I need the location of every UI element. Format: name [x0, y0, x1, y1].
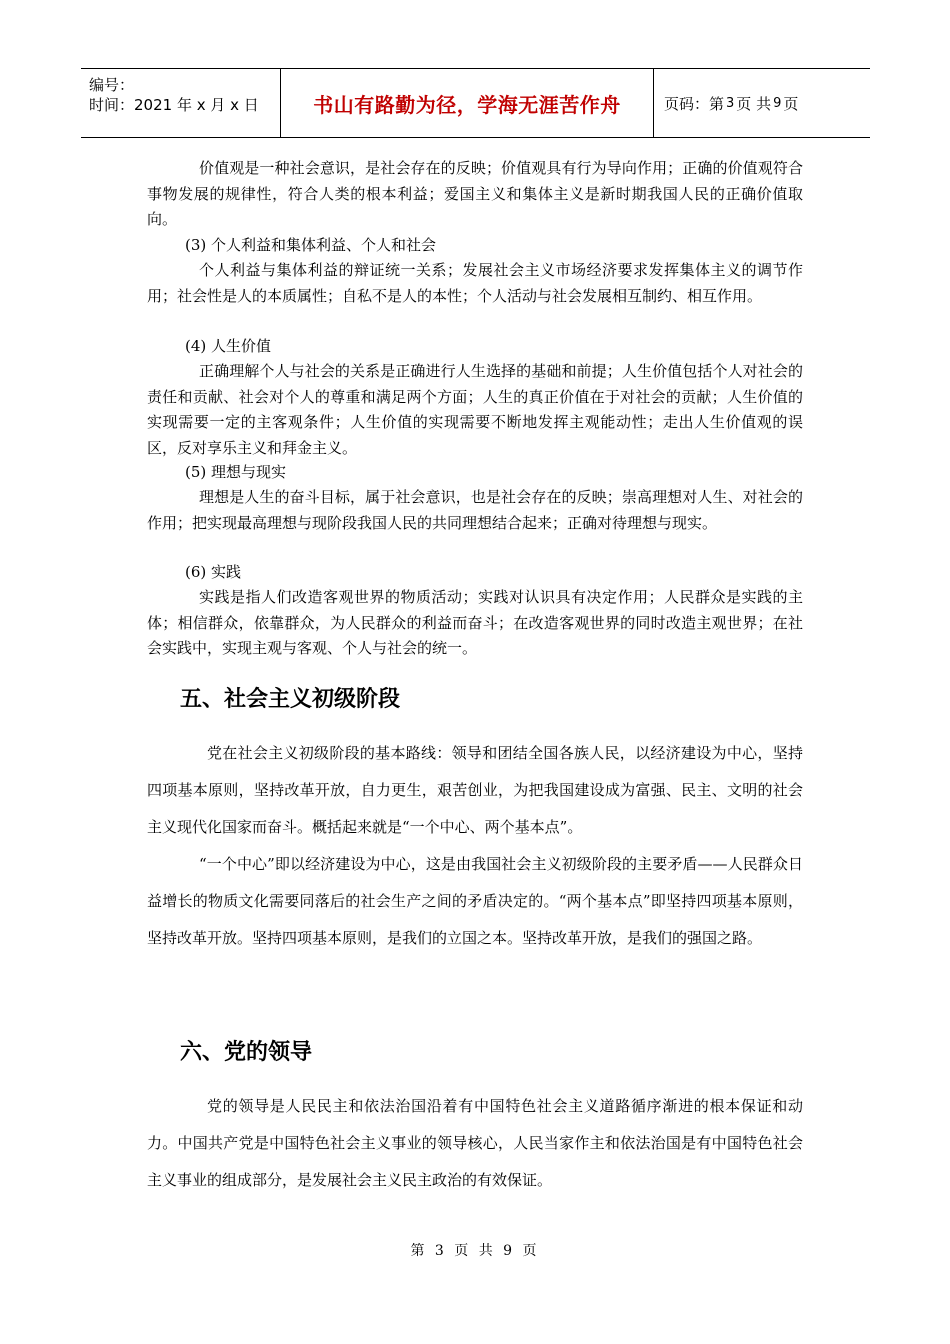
- section-5-paragraph-1: 党在社会主义初级阶段的基本路线：领导和团结全国各族人民，以经济建设为中心，坚持四项基本原则，坚持改革开放，自力更生，艰苦创业，为把我国建设成为富强、民主、文明的社会主义现代化国家而奋斗。概括起来就是“一个中心、两个基本点”。: [147, 744, 803, 836]
- page-total: 9: [773, 95, 782, 111]
- page-current: 3: [726, 95, 735, 111]
- paragraph-5: 理想是人生的奋斗目标，属于社会意识，也是社会存在的反映；崇高理想对人生、对社会的作用；把实现最高理想与现阶段我国人民的共同理想结合起来；正确对待理想与现实。: [147, 488, 803, 532]
- subheading-4: (4) 人生价值: [185, 337, 272, 355]
- page-prefix: 页码：第: [664, 94, 725, 113]
- paragraph-values: 价值观是一种社会意识，是社会存在的反映；价值观具有行为导向作用；正确的价值观符合事物发展的规律性，符合人类的根本利益；爱国主义和集体主义是新时期我国人民的正确价值取向。: [147, 159, 803, 228]
- date-line: 时间：2021 年 x 月 x 日: [89, 96, 259, 114]
- paragraph-4: 正确理解个人与社会的关系是正确进行人生选择的基础和前提；人生价值包括个人对社会的责任和贡献、社会对个人的尊重和满足两个方面；人生的真正价值在于对社会的贡献；人生价值的实现需要一定的主客观条件；人生价值的实现需要不断地发挥主观能动性；走出人生价值观的误区，反对享乐主义和拜金主义。: [147, 362, 803, 457]
- page-footer: 第 3 页 共 9 页: [410, 1243, 540, 1259]
- section-5-paragraph-2: “一个中心”即以经济建设为中心，这是由我国社会主义初级阶段的主要矛盾——人民群众日益增长的物质文化需要同落后的社会生产之间的矛盾决定的。“两个基本点”即坚持四项基本原则，坚持改革开放。坚持四项基本原则，是我们的立国之本。坚持改革开放，是我们的强国之路。: [147, 855, 803, 947]
- page-middle: 页 共: [736, 94, 772, 113]
- page-suffix: 页: [783, 94, 799, 113]
- header-motto: 书山有路勤为径，学海无涯苦作舟: [281, 69, 654, 137]
- subheading-5: (5) 理想与现实: [185, 463, 287, 481]
- section-6-paragraph-1: 党的领导是人民民主和依法治国沿着有中国特色社会主义道路循序渐进的根本保证和动力。中国共产党是中国特色社会主义事业的领导核心，人民当家作主和依法治国是有中国特色社会主义事业的组成部分，是发展社会主义民主政治的有效保证。: [147, 1097, 803, 1189]
- section-5-title: 五、社会主义初级阶段: [180, 687, 401, 712]
- paragraph-6: 实践是指人们改造客观世界的物质活动；实践对认识具有决定作用；人民群众是实践的主体；相信群众，依靠群众，为人民群众的利益而奋斗；在改造客观世界的同时改造主观世界；在社会实践中，实现主观与客观、个人与社会的统一。: [147, 588, 803, 657]
- page-header: [81, 68, 870, 138]
- subheading-3: (3) 个人利益和集体利益、个人和社会: [185, 236, 437, 254]
- header-page-number: [654, 69, 870, 137]
- serial-number-label: 编号：: [89, 76, 135, 94]
- paragraph-3: 个人利益与集体利益的辩证统一关系；发展社会主义市场经济要求发挥集体主义的调节作用；社会性是人的本质属性；自私不是人的本性；个人活动与社会发展相互制约、相互作用。: [147, 261, 803, 305]
- header-meta: [81, 69, 281, 137]
- section-6-title: 六、党的领导: [180, 1040, 313, 1065]
- subheading-6: (6) 实践: [185, 563, 242, 581]
